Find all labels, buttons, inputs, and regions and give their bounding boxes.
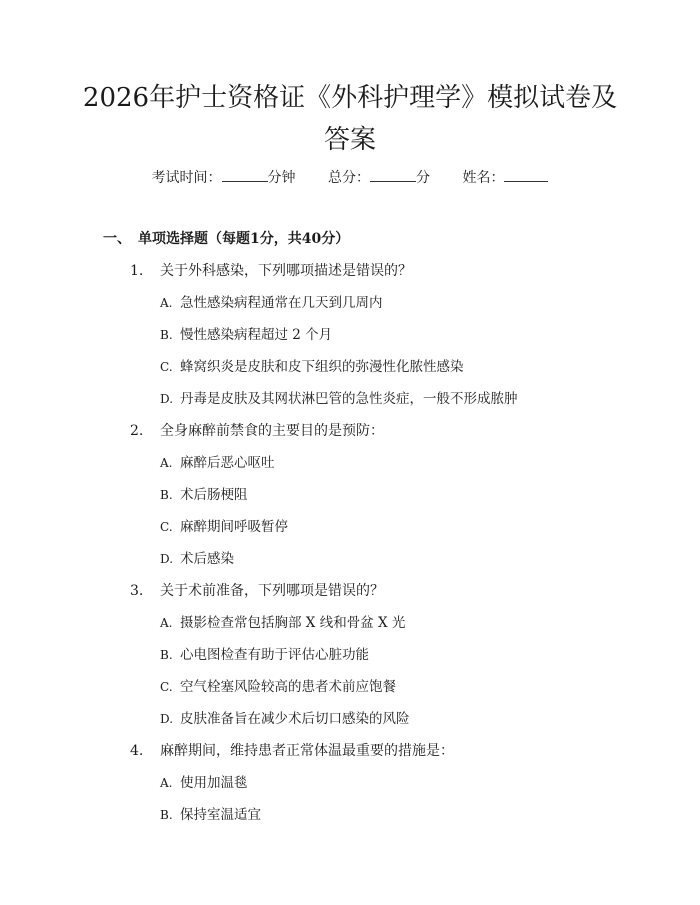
- option-text: 急性感染病程通常在几天到几周内: [180, 295, 383, 311]
- option-text: 术后感染: [180, 551, 234, 567]
- question-1: [0, 260, 700, 292]
- option-text: 术后肠梗阻: [180, 487, 248, 503]
- exam-time-label: 考试时间：: [151, 170, 222, 186]
- section-heading: [103, 228, 349, 250]
- option-text: 摄影检查常包括胸部 X 线和骨盆 X 光: [180, 615, 406, 631]
- option-letter: A.: [160, 296, 173, 310]
- option-letter: A.: [160, 776, 173, 790]
- exam-info-line: [0, 166, 700, 189]
- question-2: [0, 420, 700, 452]
- total-score-blank[interactable]: [370, 166, 416, 182]
- option-letter: C.: [160, 360, 173, 374]
- option-row: [0, 452, 700, 484]
- option-row: [0, 292, 700, 324]
- option-text: 使用加温毯: [180, 775, 248, 791]
- option-letter: B.: [160, 488, 173, 502]
- option-text: 慢性感染病程超过 2 个月: [180, 327, 333, 343]
- option-letter: B.: [160, 648, 173, 662]
- option-row: [0, 324, 700, 356]
- option-letter: D.: [160, 712, 174, 726]
- option-letter: B.: [160, 328, 173, 342]
- option-row: [0, 644, 700, 676]
- option-row: [0, 676, 700, 708]
- question-number: 1.: [130, 263, 144, 279]
- section-number: 一、: [103, 231, 131, 247]
- option-text: 心电图检查有助于评估心脏功能: [180, 647, 369, 663]
- exam-time-unit: 分钟: [267, 170, 296, 186]
- name-label: 姓名：: [462, 170, 505, 186]
- option-letter: D.: [160, 392, 174, 406]
- option-text: 蜂窝织炎是皮肤和皮下组织的弥漫性化脓性感染: [180, 359, 464, 375]
- option-letter: A.: [160, 616, 173, 630]
- name-field: [462, 170, 548, 186]
- section-title: 单项选择题（每题1分，共40分）: [138, 231, 350, 247]
- question-text: 关于术前准备，下列哪项是错误的？: [160, 583, 384, 599]
- exam-time-field: [152, 170, 300, 186]
- option-row: [0, 356, 700, 388]
- option-row: [0, 804, 700, 836]
- question-4: [0, 740, 700, 772]
- option-text: 麻醉期间呼吸暂停: [180, 519, 288, 535]
- option-text: 皮肤准备旨在减少术后切口感染的风险: [180, 711, 410, 727]
- option-text: 保持室温适宜: [180, 807, 261, 823]
- option-row: [0, 516, 700, 548]
- option-row: [0, 612, 700, 644]
- option-row: [0, 484, 700, 516]
- option-letter: C.: [160, 680, 173, 694]
- question-text: 麻醉期间，维持患者正常体温最重要的措施是：: [160, 743, 454, 759]
- option-row: [0, 772, 700, 804]
- question-3: [0, 580, 700, 612]
- option-text: 麻醉后恶心呕吐: [180, 455, 275, 471]
- question-number: 3.: [130, 583, 144, 599]
- total-score-field: [328, 170, 434, 186]
- total-score-unit: 分: [416, 170, 430, 186]
- option-text: 空气栓塞风险较高的患者术前应饱餐: [180, 679, 396, 695]
- total-score-label: 总分：: [328, 170, 370, 186]
- question-number: 2.: [130, 423, 144, 439]
- option-letter: B.: [160, 808, 173, 822]
- option-row: [0, 708, 700, 740]
- name-blank[interactable]: [504, 166, 548, 182]
- exam-time-blank[interactable]: [222, 166, 268, 182]
- option-text: 丹毒是皮肤及其网状淋巴管的急性炎症，一般不形成脓肿: [180, 391, 518, 407]
- page-title: 2026年护士资格证《外科护理学》模拟试卷及答案: [82, 83, 618, 155]
- option-letter: C.: [160, 520, 173, 534]
- question-list: [0, 260, 700, 836]
- option-letter: D.: [160, 552, 174, 566]
- question-text: 关于外科感染，下列哪项描述是错误的？: [160, 263, 412, 279]
- option-row: [0, 548, 700, 580]
- option-row: [0, 388, 700, 420]
- question-text: 全身麻醉前禁食的主要目的是预防：: [160, 423, 384, 439]
- option-letter: A.: [160, 456, 173, 470]
- question-number: 4.: [130, 743, 144, 759]
